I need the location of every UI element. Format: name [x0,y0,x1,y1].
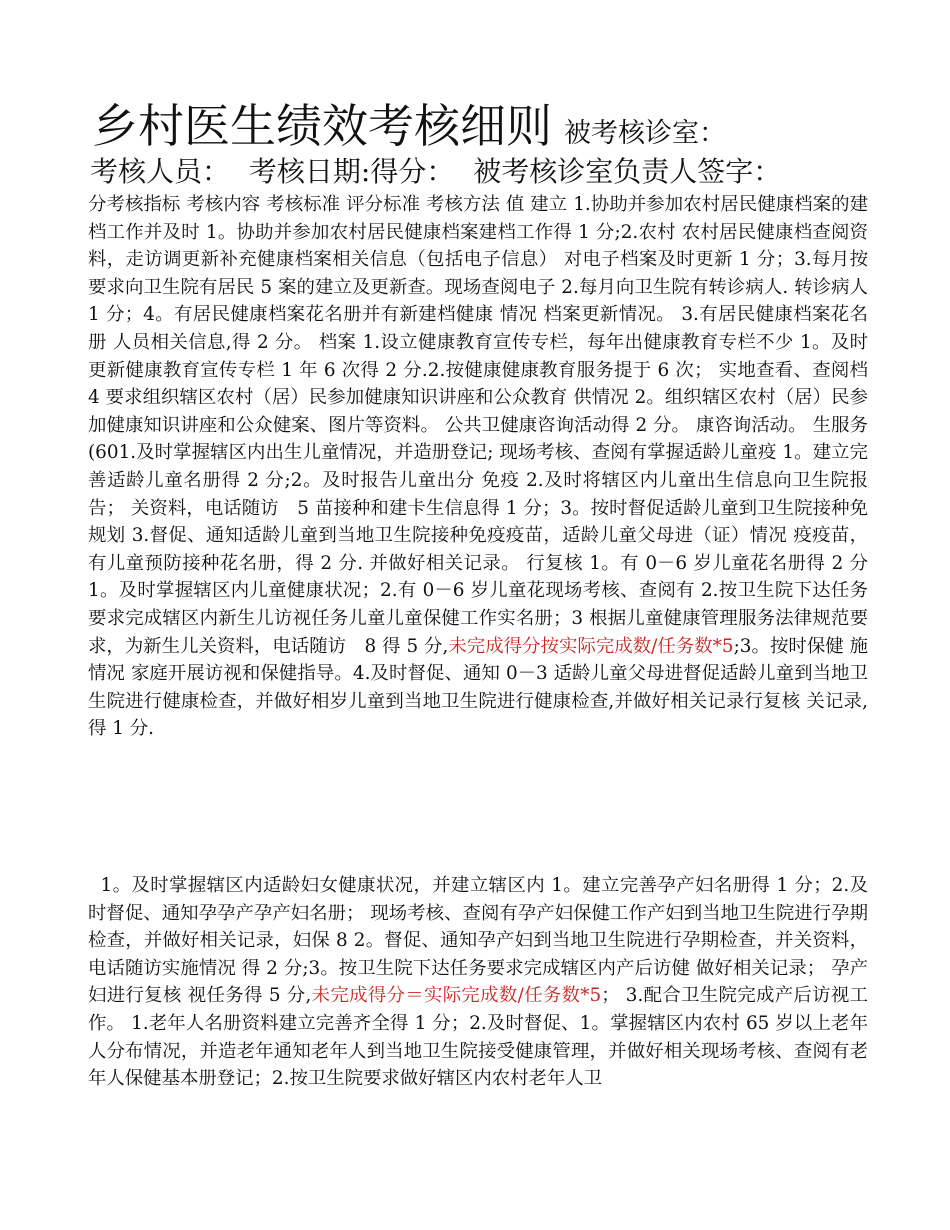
exam-info-line [90,150,920,190]
title-line [92,90,912,156]
exam-date-score-label: 考核日期:得分： [248,155,455,188]
paragraph-1-highlight: 未完成得分按实际完成数/任务数*5 [448,635,734,657]
examined-clinic-label: 被考核诊室： [564,118,726,149]
page-title: 乡村医生绩效考核细则 [92,99,552,153]
assessment-paragraph-1 [88,191,887,743]
assessment-paragraph-2 [88,872,868,1093]
paragraph-2-text-a: 1。及时掌握辖区内适龄妇女健康状况，并建立辖区内 1。建立完善孕产妇名册得 1 分；2.及时督促、通知孕孕产孕产妇名册； 现场考核、查阅有孕产妇保健工作产妇到当地卫生院进行孕期检查，并做好相关记录，妇保 8 2。督促、通知孕产妇到当地卫生院进行孕期检查，并关资料，电话随访实施情况 得 2 分;3。按卫生院下达任务要求完成辖区内产后访健 做好相关记录； 孕产妇进行复核 视任务得 5 分, [88,875,868,1007]
signature-label: 被考核诊室负责人签字： [473,155,782,188]
paragraph-2-text-b: ； 3.配合卫生院完成产后访视工作。 1.老年人名册资料建立完善齐全得 1 分；2.及时督促、1。掌握辖区内农村 65 岁以上老年人分布情况，并造老年通知老年人到当地卫生院接受健康管理，并做好相关现场考核、查阅有老年人保健基本册登记；2.按卫生院要求做好辖区内农村老年人卫 [88,985,868,1090]
paragraph-1-text-b: ;3。按时保健 施情况 家庭开展访视和保健指导。4.及时督促、通知 0－3 适龄儿童父母进督促适龄儿童到当地卫生院进行健康检查，并做好相岁儿童到当地卫生院进行健康检查,并做好相关记录行复核 关记录,得 1 分. [88,635,868,740]
examiner-label: 考核人员： [90,155,231,188]
paragraph-1-text-a: 分考核指标 考核内容 考核标准 评分标准 考核方法 值 建立 1.协助并参加农村居民健康档案的建档工作并及时 1。协助并参加农村居民健康档案建档工作得 1 分;2.农村 农村居民健康档查阅资料，走访调更新补充健康档案相关信息（包括电子信息） 对电子档案及时更新 1 分；3.每月按要求向卫生院有居民 5 案的建立及更新查。现场查阅电子 2.每月向卫生院有转诊病人. 转诊病人 1 分；4。有居民健康档案花名册并有新建档健康 情况 档案更新情况。 3.有居民健康档案花名册 人员相关信息,得 2 分。 档案 1.设立健康教育宣传专栏，每年出健康教育专栏不少 1。及时更新健康教育宣传专栏 1 年 6 次得 2 分.2.按健康健康教育服务提于 6 次； 实地查看、查阅档 4 要求组织辖区农村（居）民参加健康知识讲座和公众教育 供情况 2。组织辖区农村（居）民参加健康知识讲座和公众健案、图片等资料。 公共卫健康咨询活动得 2 分。 康咨询活动。 生服务(601.及时掌握辖区内出生儿童情况，并造册登记; 现场考核、查阅有掌握适龄儿童疫 1。建立完善适龄儿童名册得 2 分;2。及时报告儿童出分 免疫 2.及时将辖区内儿童出生信息向卫生院报告； 关资料，电话随访 5 苗接种和建卡生信息得 1 分；3。按时督促适龄儿童到卫生院接种免规划 3.督促、通知适龄儿童到当地卫生院接种免疫疫苗，适龄儿童父母进（证）情况 疫疫苗，有儿童预防接种花名册，得 2 分. 并做好相关记录。 行复核 1。有 0－6 岁儿童花名册得 2 分 1。及时掌握辖区内儿童健康状况；2.有 0－6 岁儿童花现场考核、查阅有 2.按卫生院下达任务要求完成辖区内新生儿访视任务儿童儿童保健工作实名册；3 根据儿童健康管理服务法律规范要求，为新生儿关资料，电话随访 8 得 5 分, [88,194,887,657]
paragraph-2-highlight: 未完成得分＝实际完成数/任务数*5 [311,985,602,1007]
